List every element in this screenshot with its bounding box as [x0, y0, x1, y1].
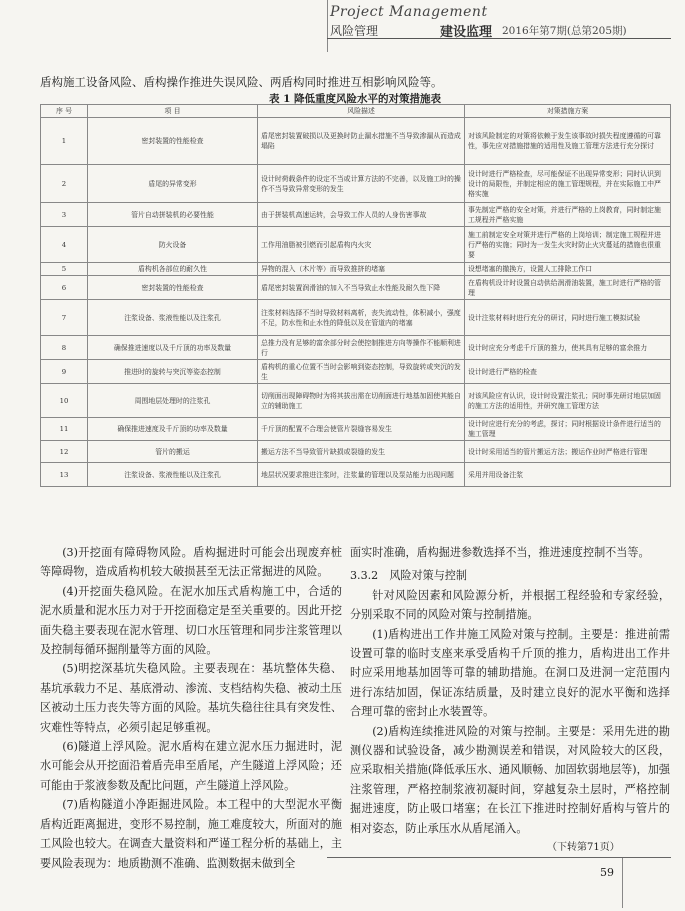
paragraph: (3)开挖面有障碍物风险。盾构掘进时可能会出现废弃桩等障碍物，造成盾构机较大破损甚至无法正常掘进的风险。 [40, 546, 342, 579]
intro-line: 盾构施工设备风险、盾构操作推进失误风险、两盾构同时推进互相影响风险等。 [40, 75, 443, 89]
row-item: 确保推进速度以及千斤顶的功率及数量 [88, 336, 258, 360]
row-risk: 地层状况要求推进注浆时，注浆量的管理以及泵站能力出现问题 [258, 463, 465, 487]
table-row [41, 263, 671, 276]
table-header-row [41, 105, 671, 118]
table-row [41, 165, 671, 203]
row-item: 盾尾的异常变形 [88, 165, 258, 203]
journal-english-title: Project Management [330, 4, 488, 20]
paragraph: (6)隧道上浮风险。泥水盾构在建立泥水压力掘进时，泥水可能会从开挖面沿着盾壳串至盾尾，产生隧道上浮风险；还可能由于浆液参数及配比问题，产生隧道上浮风险。 [40, 740, 342, 792]
table-row [41, 360, 671, 384]
header-item: 项 目 [88, 105, 258, 118]
header-rule [327, 38, 671, 39]
row-item: 密封装置的性能检查 [88, 276, 258, 300]
row-measure: 采用并用设备注浆 [465, 463, 671, 487]
row-measure: 设想堵塞的撤换方，设置人工排除工作口 [465, 263, 671, 276]
left-column [40, 543, 342, 873]
table-row [41, 227, 671, 263]
column-label: 风险管理 [330, 24, 379, 38]
table-row [41, 203, 671, 227]
row-risk: 工作用油脂被引燃而引起盾构内火灾 [258, 227, 465, 263]
paragraph: 针对风险因素和风险源分析，并根据工程经验和专家经验，分别采取不同的风险对策与控制措施。 [350, 588, 670, 622]
table-row [41, 441, 671, 463]
row-risk: 设计时荷载条件的设定不当或计算方法的不完善，以及施工时的操作不当导致异常变形的发生 [258, 165, 465, 203]
row-measure: 设计时进行严格的检查 [465, 360, 671, 384]
table-row [41, 300, 671, 336]
row-item: 防火设备 [88, 227, 258, 263]
row-risk: 千斤顶的配置不合理会使管片裂缝容易发生 [258, 418, 465, 441]
page-number: 59 [600, 866, 614, 879]
row-index: 3 [41, 203, 88, 227]
issue-info: 2016年第7期(总第205期) [502, 25, 627, 37]
row-measure: 设计时应充分考虑千斤顶的推力，使其具有足够的富余推力 [465, 336, 671, 360]
paragraph: (5)明挖深基坑失稳风险。主要表现在：基坑整体失稳、基坑承载力不足、基底滑动、渗流、支档结构失稳、被动土压区被动土压力丧失等方面的风险。基坑失稳往往具有突发性、灾难性等特点，必须引起足够重视。 [40, 662, 342, 734]
row-risk: 异物的混入（木片等）而导致推挤的堵塞 [258, 263, 465, 276]
row-risk: 注浆材料选择不当时导致材料离析，丧失流动性，体积减小，强度不足，防水性和止水性的降低以及在管道内的堵塞 [258, 300, 465, 336]
paragraph: (4)开挖面失稳风险。在泥水加压式盾构施工中，合适的泥水质量和泥水压力对于开挖面稳定是至关重要的。因此开挖面失稳主要表现在泥水管理、切口水压管理和同步注浆管理以及控制每循环掘削量等方面的风险。 [40, 584, 342, 657]
right-paragraphs [350, 586, 670, 838]
table-caption: 表 1 降低重度风险水平的对策措施表 [268, 93, 442, 105]
row-risk: 盾构机的重心位置不当时会影响到姿态控制，导致旋转或突沉的发生 [258, 360, 465, 384]
row-measure: 对该风险制定的对策将依赖于发生该事故时损失程度遵循的可靠性，事先应对措施措施的适用性及施工管理方法进行充分探讨 [465, 118, 671, 165]
row-index: 2 [41, 165, 88, 203]
row-item: 管片的搬运 [88, 441, 258, 463]
row-measure: 设计时采用适当的管片搬运方法；搬运作业时严格进行管理 [465, 441, 671, 463]
row-index: 11 [41, 418, 88, 441]
row-measure: 设计时进行严格检查，尽可能保证不出现异常变形；同时认识到设计的局限性，并制定相应的施工管理规程，并在实际施工中严格实施 [465, 165, 671, 203]
countermeasure-table [40, 104, 671, 487]
row-index: 1 [41, 118, 88, 165]
column-name [330, 22, 402, 39]
right-column [350, 543, 670, 838]
row-index: 9 [41, 360, 88, 384]
header-measure: 对策措施方案 [465, 105, 671, 118]
row-item: 推进时的旋转与突沉等姿态控制 [88, 360, 258, 384]
row-risk: 盾尾密封装置润滑油的加入不当导致止水性能及耐久性下降 [258, 276, 465, 300]
row-item: 注浆设备、浆液性能以及注浆孔 [88, 463, 258, 487]
table-row [41, 336, 671, 360]
row-index: 7 [41, 300, 88, 336]
paragraph: (1)盾构进出工作井施工风险对策与控制。主要是：推进前需设置可靠的临时支座来承受盾构千斤顶的推力，盾构进出工作井时应采用地基加固等可靠的辅助措施。在洞口及进洞一定范围内进行冻结加固，保证冻结质量，及时建立良好的泥水平衡和选择合理可靠的密封止水装置等。 [350, 627, 670, 719]
row-index: 10 [41, 384, 88, 418]
row-item: 管片自动拼装机的必要性能 [88, 203, 258, 227]
continued-note: （下转第71页） [547, 842, 620, 853]
header-risk: 风险描述 [258, 105, 465, 118]
paragraph: (2)盾构连续推进风险的对策与控制。主要是：采用先进的勘测仪器和试验设备，减少勘测误差和错误，对风险较大的区段，应采取相关措施(降低承压水、通风顺畅、加固软弱地层等)，加强注浆管理，严格控制浆液初凝时间，穿越复杂土层时，严格控制掘进速度，防止吸口堵塞；在长江下推进时控制好盾构与管片的相对姿态，防止承压水从盾尾涌入。 [350, 724, 670, 835]
table-row [41, 276, 671, 300]
row-index: 4 [41, 227, 88, 263]
row-index: 5 [41, 263, 88, 276]
row-risk: 由于拼装机高速运转，会导致工作人员的人身伤害事故 [258, 203, 465, 227]
row-index: 13 [41, 463, 88, 487]
row-item: 密封装置的性能检查 [88, 118, 258, 165]
row-measure: 在盾构机设计时设置自动供给润滑油装置，施工时进行严格的管理 [465, 276, 671, 300]
row-measure: 设计时应进行充分的考虑，探讨；同时根据设计条件进行适当的施工管理 [465, 418, 671, 441]
row-index: 12 [41, 441, 88, 463]
row-measure: 事先制定严格的安全对策，并进行严格的上岗教育，同时制定施工规程并严格实施 [465, 203, 671, 227]
row-risk: 盾尾密封装置破损以及更换时防止漏水措施不当导致渗漏从而造成塌陷 [258, 118, 465, 165]
row-item: 盾构机各部位的耐久性 [88, 263, 258, 276]
journal-logo: 建设监理 [440, 25, 493, 40]
row-item: 确保推进速度及千斤顶的功率及数量 [88, 418, 258, 441]
footer-divider-vertical [622, 858, 623, 908]
table-row [41, 118, 671, 165]
table-row [41, 463, 671, 487]
right-lead: 面实时准确，盾构掘进参数选择不当，推进速度控制不当等。 [350, 546, 650, 559]
section-heading: 3.3.2 风险对策与控制 [350, 569, 467, 583]
row-risk: 搬运方法不当导致管片缺损或裂缝的发生 [258, 441, 465, 463]
table-row [41, 418, 671, 441]
row-item: 注浆设备、浆液性能以及注浆孔 [88, 300, 258, 336]
row-risk: 总推力没有足够的富余部分时会使控制推进方向等操作不能顺利进行 [258, 336, 465, 360]
row-item: 周围地层处理时的注浆孔 [88, 384, 258, 418]
row-measure: 对该风险应有认识，设计时设置注浆孔；同时事先研讨地层加固的施工方法的适用性，并研究施工管理方法 [465, 384, 671, 418]
row-index: 6 [41, 276, 88, 300]
row-risk: 切削面出现障碍物时为将其拔出需在切削面进行地基加固使其能自立的辅助施工 [258, 384, 465, 418]
footer-rule [327, 857, 671, 858]
row-measure: 设计注浆材料时进行充分的研讨，同时进行施工模拟试验 [465, 300, 671, 336]
table-body [41, 118, 671, 487]
row-measure: 施工前制定安全对策并进行严格的上岗培训；制定施工规程并进行严格的实施；同时为一发生火灾时防止火灾蔓延的措施也很重要 [465, 227, 671, 263]
header-index: 序 号 [41, 105, 88, 118]
paragraph: (7)盾构隧道小净距掘进风险。本工程中的大型泥水平衡盾构近距离掘进，变形不易控制，施工难度较大，所面对的施工风险也较大。在调查大量资料和严谨工程分析的基础上，主要风险表现为：地质勘测不准确、监测数据未做到全 [40, 798, 342, 870]
row-index: 8 [41, 336, 88, 360]
header-divider-vertical [327, 0, 328, 52]
table-row [41, 384, 671, 418]
